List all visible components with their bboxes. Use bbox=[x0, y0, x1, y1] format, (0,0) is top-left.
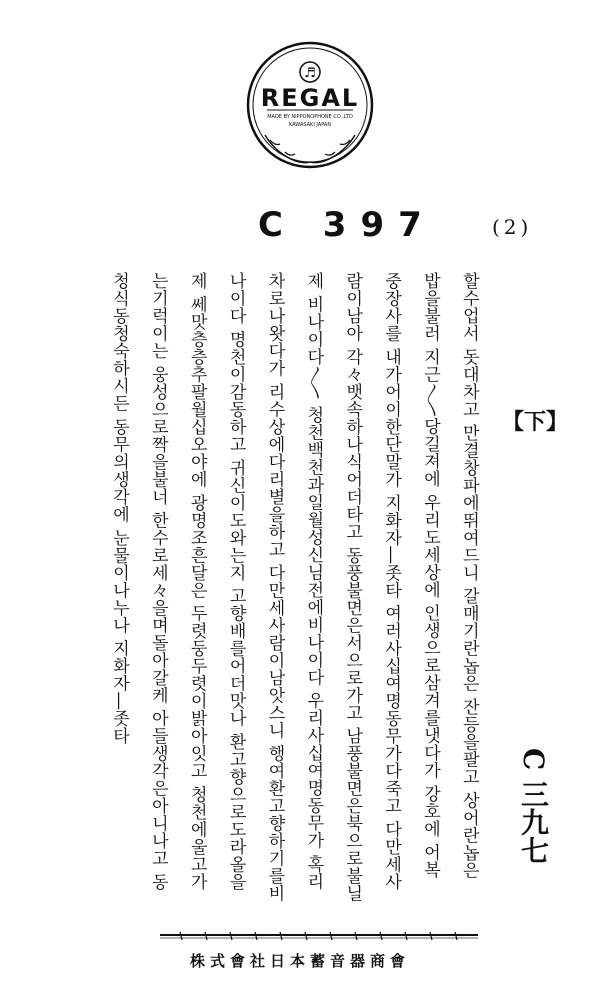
lyric-column: 청식동청숙하시든 동무의생각에 눈물이나누나 지화자―좃타 bbox=[109, 272, 129, 745]
regal-record-label-logo bbox=[245, 40, 375, 170]
lyrics-body bbox=[108, 272, 480, 912]
lyric-column: 할수업서 돗대차고 만결창파에뛰여드니 갈매기란놉은 잔등을팔고 상어란놉은 bbox=[458, 272, 479, 880]
lyric-column: 차로나왓다가 리수상에다리별을하고 다만세사람이남앗스니 행여환고향하기를비 bbox=[264, 272, 285, 903]
label-small-text-1: MADE BY NIPPONOPHONE CO.,LTD bbox=[267, 114, 353, 120]
lyric-column: 밥을불러 지근〳〵당길져에 우리도세상에 인생으로삼겨를냇다가 강호에 어복 bbox=[420, 272, 440, 879]
svg-text:♬: ♬ bbox=[304, 66, 316, 81]
catalog-number: C 397 bbox=[258, 205, 436, 245]
part-marker: 【下】 bbox=[502, 409, 569, 435]
lyric-column: 제 쎄맛층층추팔월십오야에 광명조흔달은 두렷둥두렷이밝아잇고 청천에울고가 bbox=[186, 272, 207, 891]
side-number: (2) bbox=[492, 215, 533, 239]
decorative-rule bbox=[160, 930, 478, 942]
vertical-catalog-number: C 三九七 bbox=[517, 748, 550, 865]
lyric-column: 중장사를 내가어이한단말가 지화자―좃타 여러사십여명동무가다죽고 다만세사 bbox=[381, 272, 402, 891]
lyric-column: 는기럭이는 웅성으로짝을불너 한수로세々을며돌아갈케 아들생각은아니나고 동 bbox=[147, 272, 168, 891]
publisher-footer: 會商器音蓄本日社會式株 bbox=[190, 952, 411, 970]
lyric-column: 제 비나이다〳〵 청천백천과일월성신님전에비나이다 우리사십여명동무가 혹리 bbox=[303, 272, 324, 891]
label-brand-text: REGAL bbox=[260, 84, 360, 112]
lyric-column: 나이다 명천이감동하고 귀신이도와는지 고향배를어더맛나 환고향으로도라올을 bbox=[225, 272, 246, 891]
label-small-text-2: KAWASAKI JAPAN bbox=[288, 122, 332, 128]
lyric-column: 람이남아 각々뱃속하나식어더타고 동풍불면은서으로가고 남풍불면은북으로불닐 bbox=[342, 272, 363, 903]
